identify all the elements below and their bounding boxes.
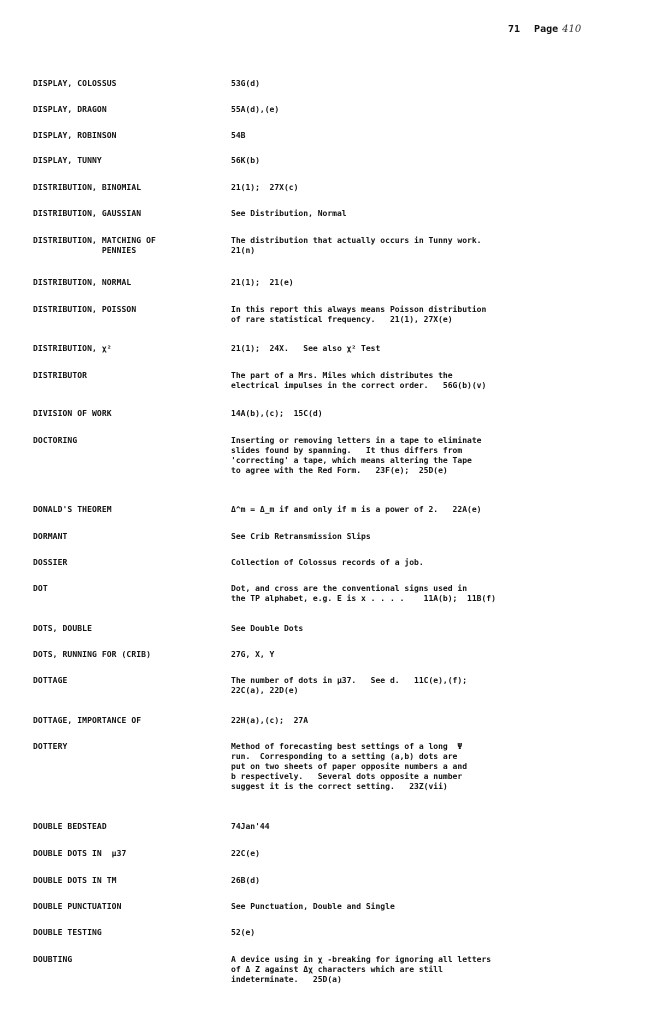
index-definition: See Punctuation, Double and Single <box>231 902 395 911</box>
index-definition: Method of forecasting best settings of a long Ψ run. Corresponding to a setting (a,b) dots are put on two sheets of paper opposite numbers a and b respectively. Several dots opposite a number suggest it is the correct setting. 23Z(vii) <box>231 742 468 791</box>
index-term: DISTRIBUTION, POISSON <box>33 305 137 314</box>
index-term: DISPLAY, DRAGON <box>33 105 107 114</box>
index-definition: 21(1); 21(e) <box>231 278 294 287</box>
page-header <box>508 24 581 35</box>
index-term: DOTTAGE, IMPORTANCE OF <box>33 716 142 725</box>
index-definition: See Double Dots <box>231 624 304 633</box>
index-definition: See Distribution, Normal <box>231 209 347 218</box>
index-definition: The distribution that actually occurs in Tunny work. 21(n) <box>231 236 482 255</box>
index-definition: 21(1); 27X(c) <box>231 183 299 192</box>
index-term: DOTS, DOUBLE <box>33 624 92 633</box>
index-term: DOUBTING <box>33 955 73 964</box>
index-definition: 52(e) <box>231 928 256 937</box>
index-definition: 22H(a),(c); 27A <box>231 716 309 725</box>
index-term: DISTRIBUTION, MATCHING OF PENNIES <box>33 236 156 255</box>
index-definition: 56K(b) <box>231 156 260 165</box>
index-definition: In this report this always means Poisson distribution of rare statistical frequency. 21(1), 27X(e) <box>231 305 487 324</box>
index-term: DOTTAGE <box>33 676 68 685</box>
index-term: DOUBLE DOTS IN TM <box>33 876 117 885</box>
index-term: DISPLAY, TUNNY <box>33 156 102 165</box>
index-term: DOT <box>33 584 48 593</box>
index-term: DISTRIBUTION, NORMAL <box>33 278 132 287</box>
index-term: DISPLAY, COLOSSUS <box>33 79 117 88</box>
index-definition: 55A(d),(e) <box>231 105 280 114</box>
index-term: DOUBLE PUNCTUATION <box>33 902 122 911</box>
index-term: DOUBLE TESTING <box>33 928 102 937</box>
index-term: DIVISION OF WORK <box>33 409 112 418</box>
index-definition: The number of dots in μ37. See d. 11C(e),(f); 22C(a), 22D(e) <box>231 676 468 695</box>
index-term: DONALD'S THEOREM <box>33 505 112 514</box>
index-definition: 27G, X, Y <box>231 650 275 659</box>
index-definition: The part of a Mrs. Miles which distributes the electrical impulses in the correct order. 56G(b)(v) <box>231 371 487 390</box>
handwritten-page-number: 410 <box>562 24 582 35</box>
index-term: DOUBLE BEDSTEAD <box>33 822 107 831</box>
index-definition: 21(1); 24X. See also χ² Test <box>231 344 381 353</box>
index-definition: 14A(b),(c); 15C(d) <box>231 409 323 418</box>
index-term: DOSSIER <box>33 558 68 567</box>
index-term: DISTRIBUTION, GAUSSIAN <box>33 209 142 218</box>
index-definition: Dot, and cross are the conventional signs used in the TP alphabet, e.g. E is x . . . . 11A(b); 11B(f) <box>231 584 496 603</box>
index-definition: See Crib Retransmission Slips <box>231 532 371 541</box>
index-term: DOUBLE DOTS IN μ37 <box>33 849 127 858</box>
index-definition: Inserting or removing letters in a tape to eliminate slides found by spanning. It thus differs from 'correcting' a tape, which means altering the Tape to agree with the Red Form. 23F(e); 25D(e) <box>231 436 482 475</box>
index-definition: 26B(d) <box>231 876 260 885</box>
index-term: DISPLAY, ROBINSON <box>33 131 117 140</box>
index-term: DOTTERY <box>33 742 68 751</box>
index-term: DISTRIBUTION, χ² <box>33 344 112 353</box>
index-definition: 22C(e) <box>231 849 260 858</box>
index-term: DOTS, RUNNING FOR (CRIB) <box>33 650 151 659</box>
page-label: Page <box>534 24 559 35</box>
index-definition: Δ^m = Δ_m if and only if m is a power of 2. 22A(e) <box>231 505 482 514</box>
index-definition: 74Jan'44 <box>231 822 270 831</box>
index-definition: 53G(d) <box>231 79 260 88</box>
index-definition: 54B <box>231 131 246 140</box>
index-definition: Collection of Colossus records of a job. <box>231 558 424 567</box>
index-term: DORMANT <box>33 532 68 541</box>
index-definition: A device using in χ -breaking for ignoring all letters of Δ Z against Δχ characters which are still indeterminate. 25D(a) <box>231 955 492 984</box>
page-number: 71 <box>508 24 521 35</box>
index-term: DISTRIBUTION, BINOMIAL <box>33 183 142 192</box>
index-term: DOCTORING <box>33 436 78 445</box>
index-term: DISTRIBUTOR <box>33 371 88 380</box>
